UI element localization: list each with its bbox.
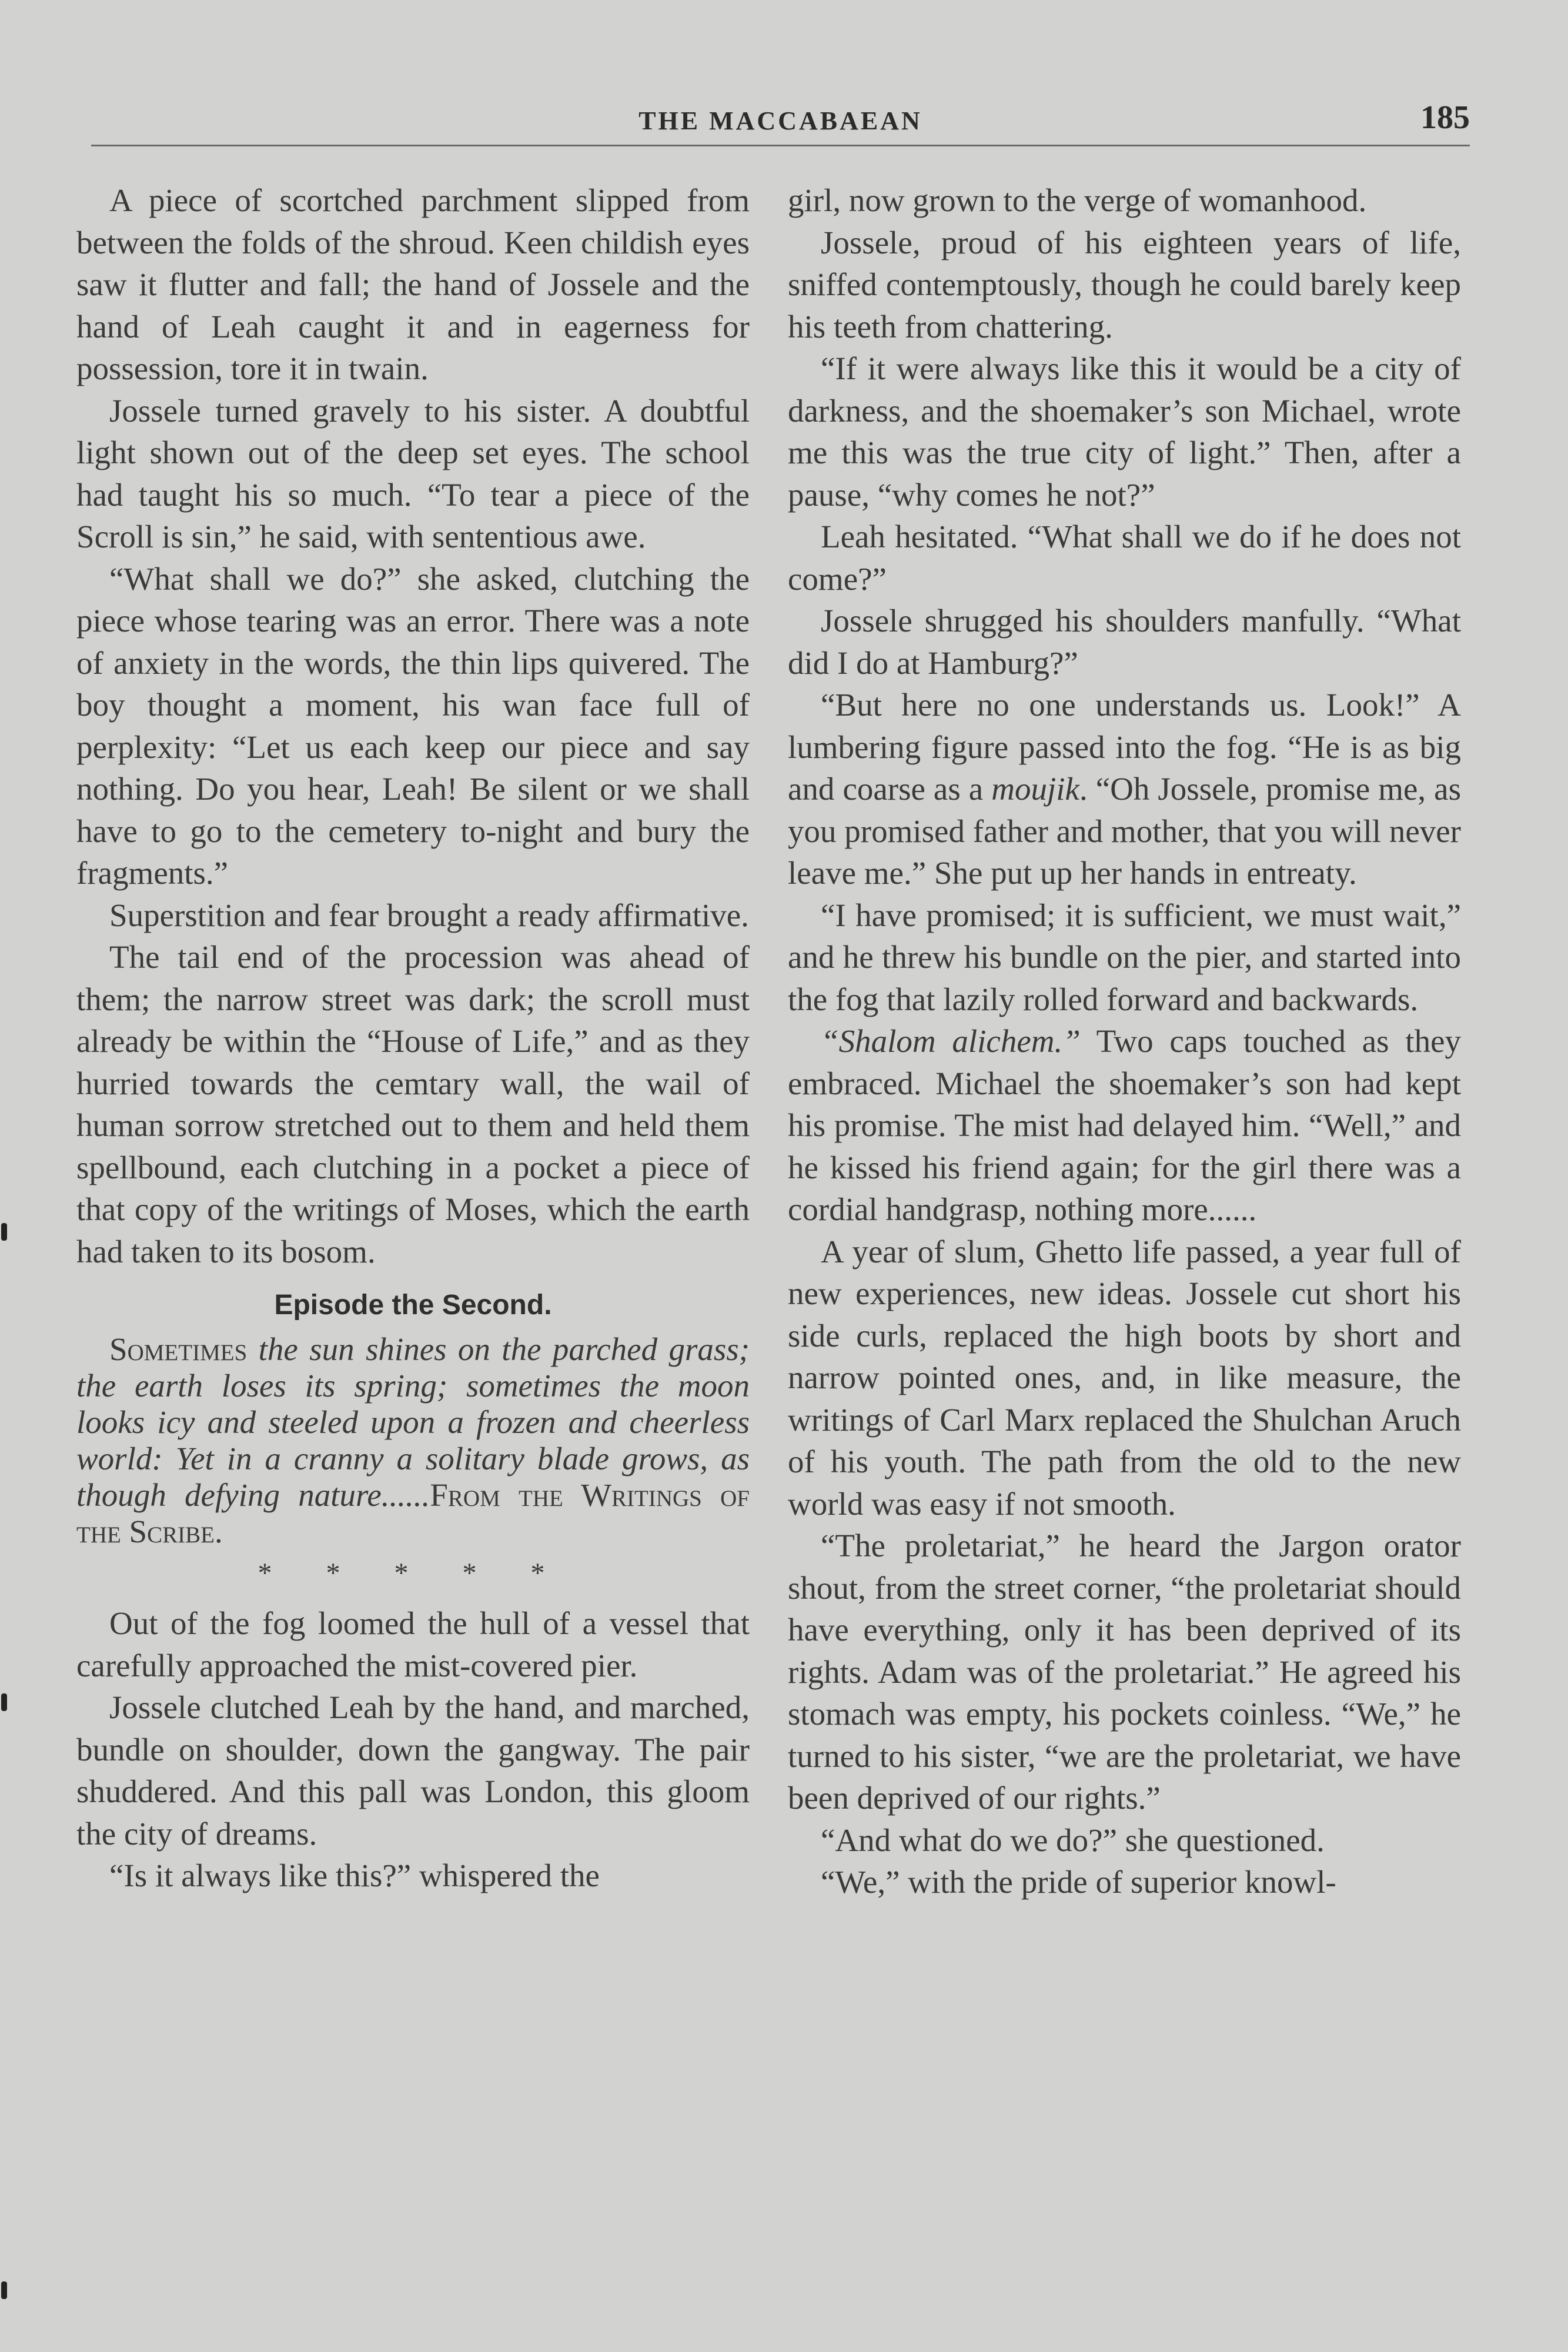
paragraph: Jossele turned gravely to his sister. A doubtful light shown out of the deep set eyes. The school had taught his so much. “To tear a piece of the Scroll is sin,” he said, with sententious awe. bbox=[76, 392, 750, 554]
binding-mark bbox=[1, 1223, 7, 1241]
section-heading: Episode the Second. bbox=[274, 1289, 552, 1321]
text-run: Two caps touched as they embraced. Michael the shoemaker’s son had kept his promise. The mist had delayed him. “Well,” and he kissed his friend again; for the girl there was a cordial handgrasp, nothing more...... bbox=[788, 1023, 1461, 1227]
binding-mark bbox=[1, 2281, 7, 2299]
right-column bbox=[788, 179, 1461, 1903]
text-run: . “Oh Jossele, promise me, as you promised father and mother, that you will never leave me.” She put up her hands in entreaty. bbox=[788, 771, 1461, 891]
paragraph: girl, now grown to the verge of womanhood. bbox=[788, 182, 1367, 218]
paragraph: “We,” with the pride of superior knowl- bbox=[821, 1864, 1336, 1900]
epigraph-lead: Sometimes bbox=[109, 1331, 248, 1367]
paragraph: Jossele clutched Leah by the hand, and marched, bundle on shoulder, down the gangway. The pair shuddered. And this pall was London, this gloom the city of dreams. bbox=[76, 1689, 750, 1852]
left-column bbox=[76, 179, 750, 1897]
binding-mark bbox=[1, 1693, 7, 1711]
epigraph-source: From the Writings of the Scribe. bbox=[76, 1476, 750, 1549]
paragraph: “And what do we do?” she questioned. bbox=[821, 1822, 1325, 1858]
paragraph: A piece of scortched parchment slipped from between the folds of the shroud. Keen childish eyes saw it flutter and fall; the hand of Jossele and the hand of Leah caught it and in eagerness for possession, tore it in twain. bbox=[76, 182, 750, 386]
italic-word: moujik bbox=[991, 771, 1079, 807]
paragraph: Superstition and fear brought a ready affirmative. bbox=[109, 897, 749, 933]
epigraph bbox=[76, 1331, 750, 1550]
paragraph: “I have promised; it is sufficient, we must wait,” and he threw his bundle on the pier, and started into the fog that lazily rolled forward and backwards. bbox=[788, 897, 1461, 1017]
paragraph: Out of the fog loomed the hull of a vessel that carefully approached the mist-covered pier. bbox=[76, 1605, 750, 1683]
italic-greeting: “Shalom alichem.” bbox=[821, 1023, 1081, 1059]
text-run: “But here no one understands us. Look!” A lumbering figure passed into the fog. “He is as big and coarse as a bbox=[788, 687, 1461, 807]
running-header bbox=[91, 99, 1470, 146]
paragraph bbox=[788, 1020, 1461, 1231]
paragraph: “What shall we do?” she asked, clutching the piece whose tearing was an error. There was a note of anxiety in the words, the thin lips quivered. The boy thought a moment, his wan face full of perplexity: “Let us each keep our piece and say nothing. Do you hear, Leah! Be silent or we shall have to go to the cemetery to-night and bury the fragments.” bbox=[76, 560, 750, 891]
section-break-stars: * * * * * bbox=[258, 1557, 569, 1589]
paragraph: Jossele shrugged his shoulders manfully. “What did I do at Hamburg?” bbox=[788, 603, 1461, 681]
epigraph-text: the sun shines on the parched grass; the earth loses its spring; sometimes the moon looks icy and steeled upon a frozen and cheerless world: Yet in a cranny a solitary blade grows, as though defying nature...... bbox=[76, 1331, 750, 1513]
paragraph: Jossele, proud of his eighteen years of life, sniffed contemptously, though he could barely keep his teeth from chattering. bbox=[788, 224, 1461, 345]
paragraph: “If it were always like this it would be a city of darkness, and the shoemaker’s son Michael, wrote me this was the true city of light.” Then, after a pause, “why comes he not?” bbox=[788, 350, 1461, 513]
paragraph: The tail end of the procession was ahead of them; the narrow street was dark; the scroll must already be within the “House of Life,” and as they hurried towards the cemtary wall, the wail of human sorrow stretched out to them and held them spellbound, each clutching in a pocket a piece of that copy of the writings of Moses, which the earth had taken to its bosom. bbox=[76, 939, 750, 1269]
paragraph: A year of slum, Ghetto life passed, a year full of new experiences, new ideas. Jossele cut short his side curls, replaced the high boots by short and narrow pointed ones, and, in like measure, the writings of Carl Marx replaced the Shulchan Aruch of his youth. The path from the old to the new world was easy if not smooth. bbox=[788, 1233, 1461, 1522]
paragraph bbox=[788, 684, 1461, 894]
paragraph: “The proletariat,” he heard the Jargon orator shout, from the street corner, “the proletariat should have everything, only it has been deprived of its rights. Adam was of the proletariat.” He agreed his stomach was empty, his pockets coinless. “We,” he turned to his sister, “we are the proletariat, we have been deprived of our rights.” bbox=[788, 1528, 1461, 1816]
journal-title: THE MACCABAEAN bbox=[638, 106, 922, 135]
paragraph: “Is it always like this?” whispered the bbox=[109, 1857, 600, 1893]
page-number: 185 bbox=[1420, 99, 1470, 136]
header-rule bbox=[91, 145, 1470, 146]
paragraph: Leah hesitated. “What shall we do if he does not come?” bbox=[788, 519, 1461, 597]
